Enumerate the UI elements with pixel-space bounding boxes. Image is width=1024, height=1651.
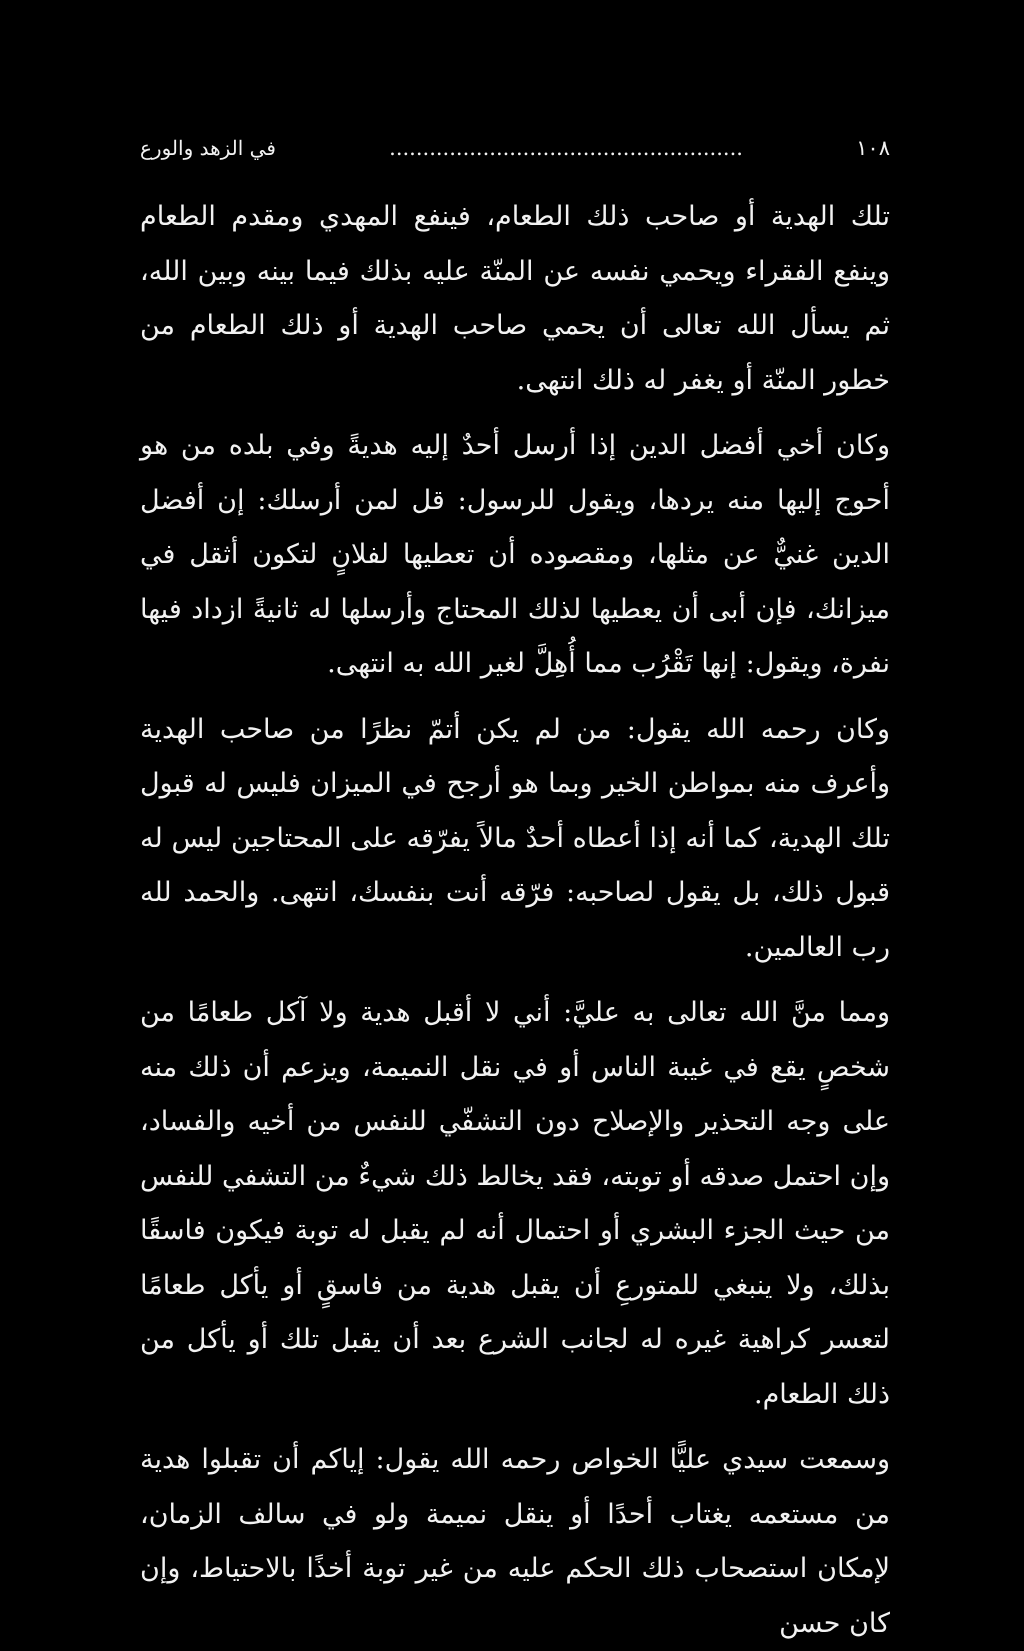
paragraph: وكان أخي أفضل الدين إذا أرسل أحدٌ إليه هديةً وفي بلده من هو أحوج إليها منه يردها، ويقول للرسول: قل لمن أرسلك: إن أفضل الدين غنيٌّ عن مثلها، ومقصوده أن تعطيها لفلانٍ لتكون أثقل في ميزانك، فإن أبى أن يعطيها لذلك المحتاج وأرسلها له ثانيةً ازداد فيها نفرة، ويقول: إنها تَقْرُب مما أُهِلَّ لغير الله به انتهى. <box>140 430 891 679</box>
page-number: ١٠٨ <box>856 136 890 160</box>
paragraph: وكان رحمه الله يقول: من لم يكن أتمّ نظرًا من صاحب الهدية وأعرف منه بمواطن الخير وبما هو أرجح في الميزان فليس له قبول تلك الهدية، كما أنه إذا أعطاه أحدٌ مالاً يفرّقه على المحتاجين ليس له قبول ذلك، بل يقول لصاحبه: فرّقه أنت بنفسك، انتهى. والحمد لله رب العالمين. <box>140 713 890 963</box>
page-content <box>140 136 890 1651</box>
header-title: في الزهد والورع <box>140 136 276 160</box>
paragraph: ومما منَّ الله تعالى به عليَّ: أني لا أقبل هدية ولا آكل طعامًا من شخصٍ يقع في غيبة الناس أو في نقل النميمة، ويزعم أن ذلك منه على وجه التحذير والإصلاح دون التشفّي للنفس من أخيه والفساد، وإن احتمل صدقه أو توبته، فقد يخالط ذلك شيءٌ من التشفي للنفس من حيث الجزء البشري أو احتمال أنه لم يقبل له توبة فيكون فاسقًا بذلك، ولا ينبغي للمتورعِ أن يقبل هدية من فاسقٍ أو يأكل طعامًا لتعسر كراهية غيره له لجانب الشرع بعد أن يقبل تلك أو يأكل من ذلك الطعام. <box>140 997 890 1410</box>
header-dots: ..................................................... <box>389 136 743 160</box>
paragraph: تلك الهدية أو صاحب ذلك الطعام، فينفع المهدي ومقدم الطعام وينفع الفقراء ويحمي نفسه عن المنّة عليه بذلك فيما بينه وبين الله، ثم يسأل الله تعالى أن يحمي صاحب الهدية أو ذلك الطعام من خطور المنّة أو يغفر له ذلك انتهى. <box>140 201 890 396</box>
paragraph: وسمعت سيدي عليًّا الخواص رحمه الله يقول: إياكم أن تقبلوا هدية من مستعمه يغتاب أحدًا أو ينقل نميمة ولو في سالف الزمان، لإمكان استصحاب ذلك الحكم عليه من غير توبة أخذًا بالاحتياط، وإن كان حسن <box>140 1444 890 1639</box>
running-header <box>140 136 890 172</box>
